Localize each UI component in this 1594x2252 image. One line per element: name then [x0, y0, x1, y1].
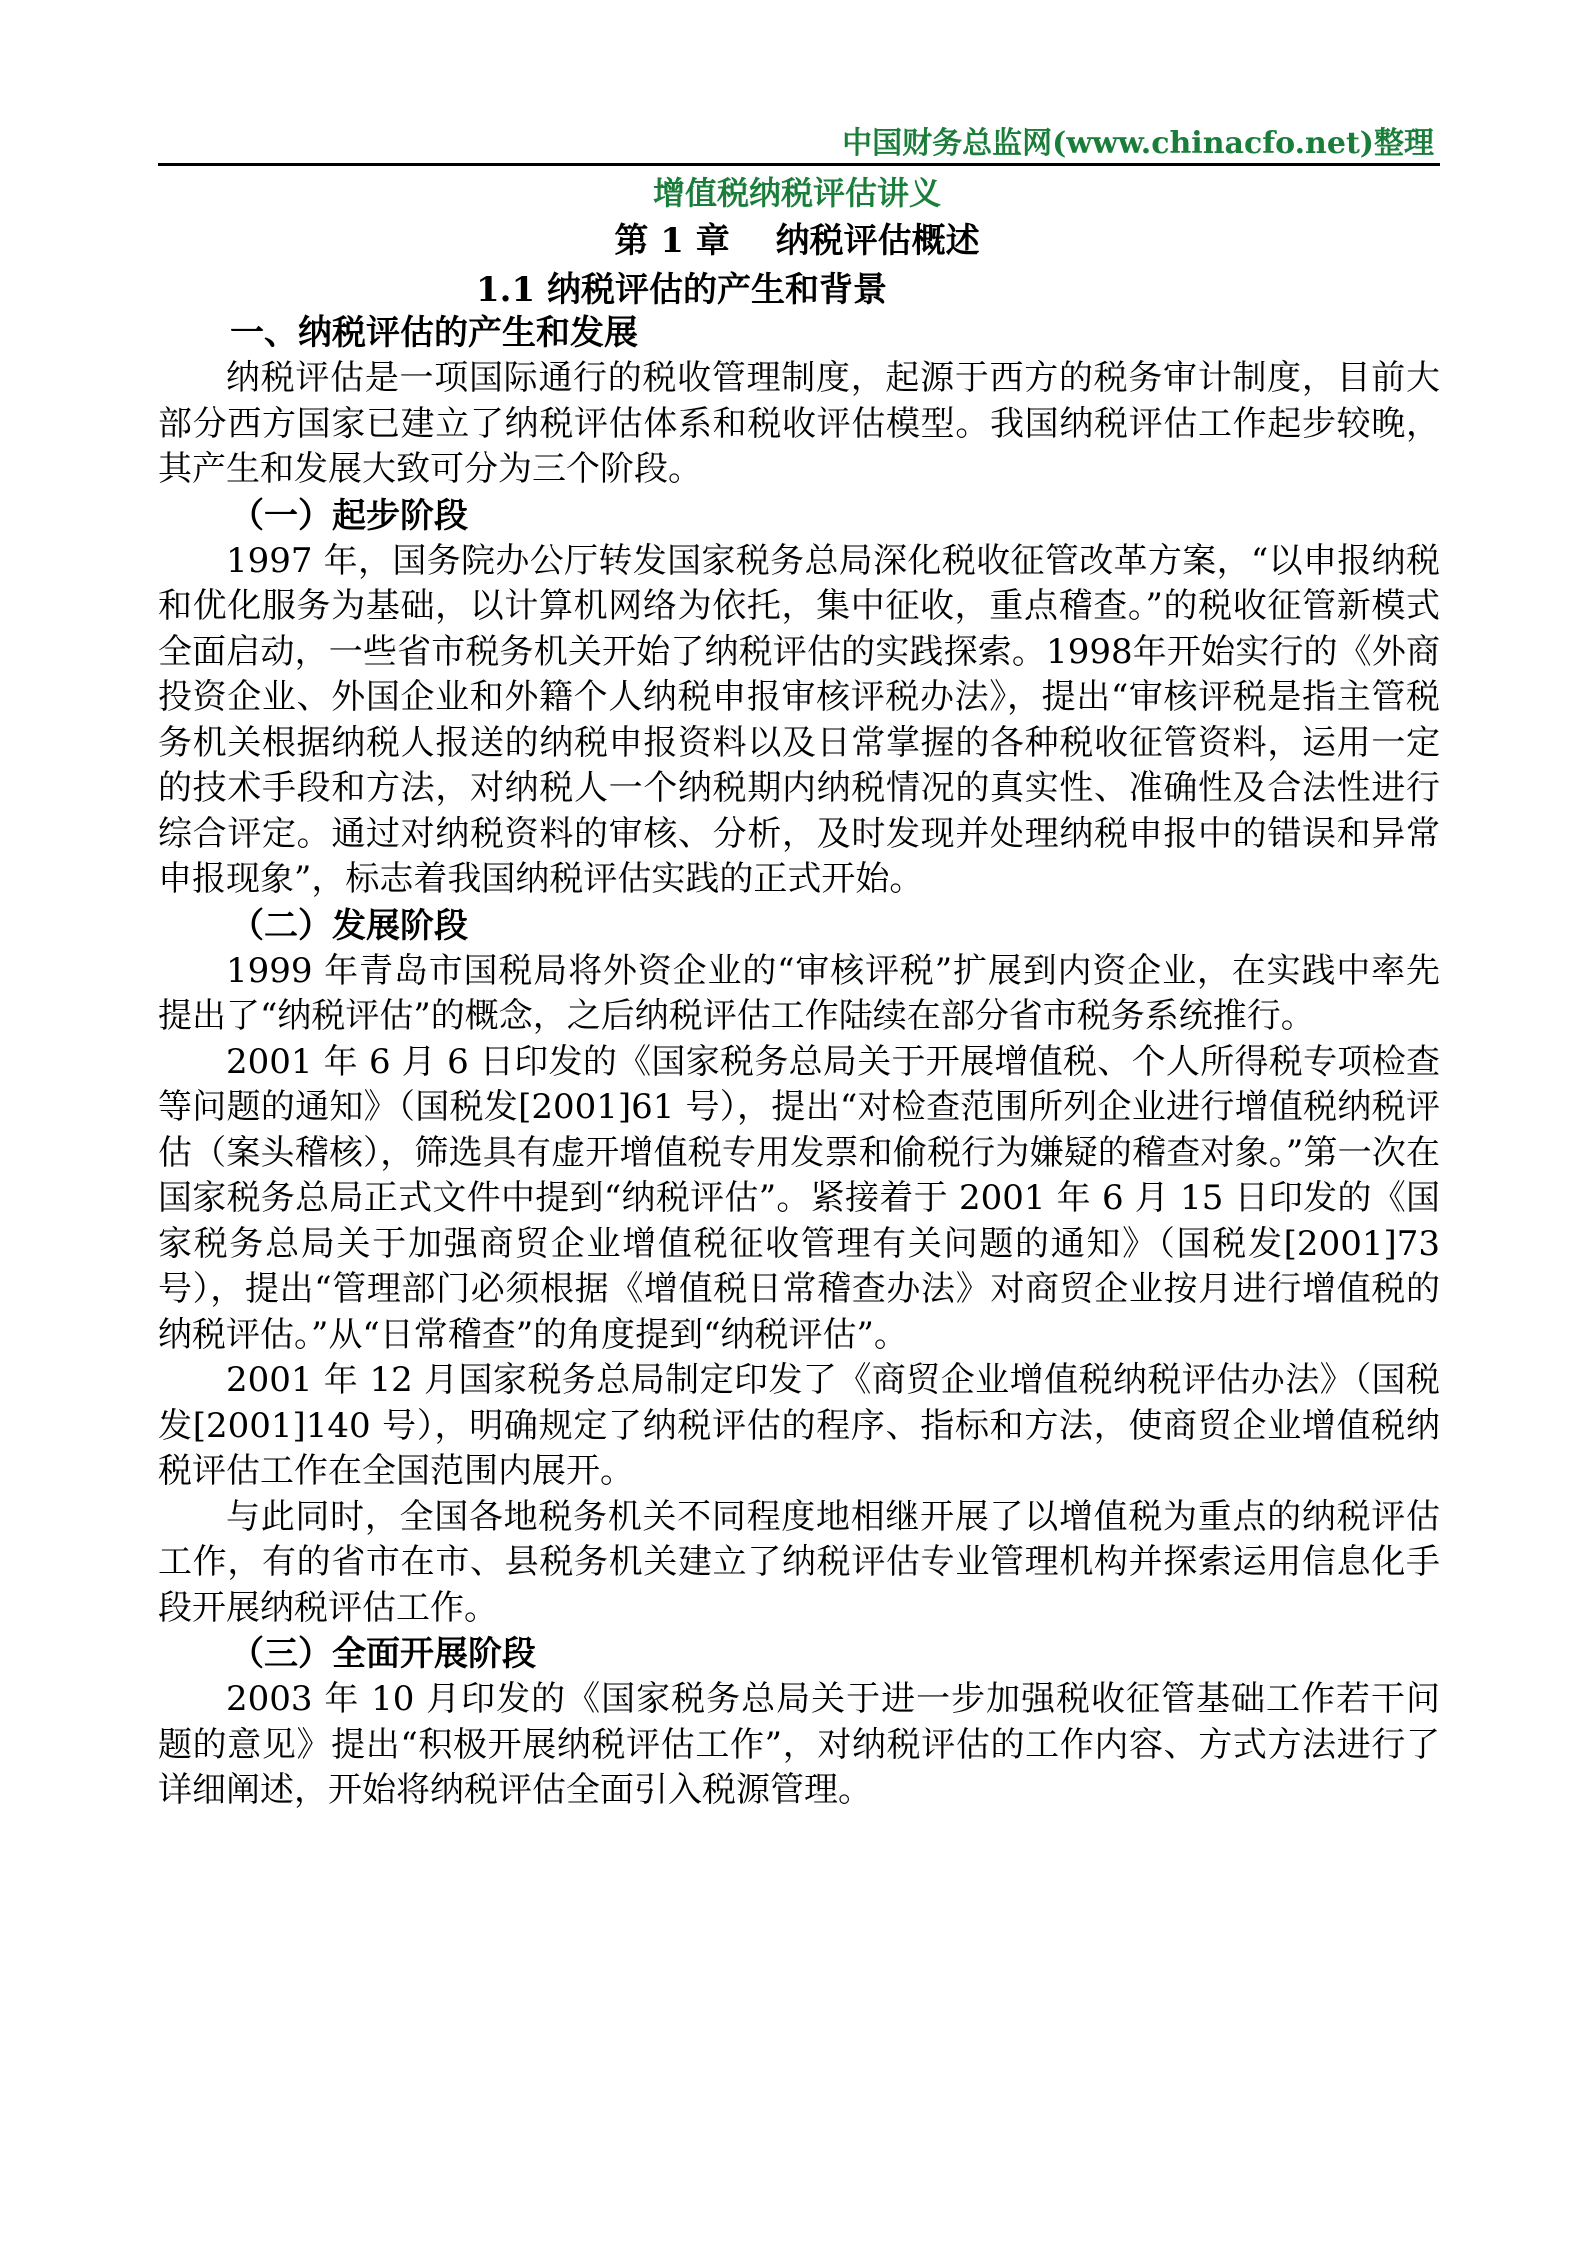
stage3-paragraph: 2003 年 10 月印发的《国家税务总局关于进一步加强税收征管基础工作若干问题的意见》提出“积极开展纳税评估工作”，对纳税评估的工作内容、方式方法进行了详细阐述，开始将纳税评估全面引入税源管理。: [158, 1679, 1440, 1810]
stage3-heading: （三）全面开展阶段: [230, 1634, 536, 1674]
header-rule: [158, 163, 1440, 166]
stage2-heading: （二）发展阶段: [230, 905, 468, 946]
stage1-paragraph: 1997 年，国务院办公厅转发国家税务总局深化税收征管改革方案，“以申报纳税和优化服务为基础，以计算机网络为依托，集中征收，重点稽查。”的税收征管新模式全面启动，一些省市税务机关开始了纳税评估的实践探索。1998年开始实行的《外商投资企业、外国企业和外籍个人纳税申报审核评税办法》，提出“审核评税是指主管税务机关根据纳税人报送的纳税申报资料以及日常掌握的各种税收征管资料，运用一定的技术手段和方法，对纳税人一个纳税期内纳税情况的真实性、准确性及合法性进行综合评定。通过对纳税资料的审核、分析，及时发现并处理纳税申报中的错误和异常申报现象”，标志着我国纳税评估实践的正式开始。: [158, 540, 1440, 899]
document-body: [158, 310, 1440, 1814]
section-title: 1.1 纳税评估的产生和背景: [476, 270, 887, 310]
intro-paragraph: 纳税评估是一项国际通行的税收管理制度，起源于西方的税务审计制度，目前大部分西方国家已建立了纳税评估体系和税收评估模型。我国纳税评估工作起步较晚，其产生和发展大致可分为三个阶段。: [158, 358, 1440, 489]
stage2-paragraph-4: 与此同时，全国各地税务机关不同程度地相继开展了以增值税为重点的纳税评估工作，有的省市在市、县税务机关建立了纳税评估专业管理机构并探索运用信息化手段开展纳税评估工作。: [158, 1496, 1440, 1628]
chapter-title: 第 1 章 纳税评估概述: [614, 221, 980, 261]
stage2-paragraph-2: 2001 年 6 月 6 日印发的《国家税务总局关于开展增值税、个人所得税专项检查等问题的通知》（国税发[2001]61 号），提出“对检查范围所列企业进行增值税纳税评估（案头稽核），筛选具有虚开增值税专用发票和偷税行为嫌疑的稽查对象。”第一次在国家税务总局正式文件中提到“纳税评估”。紧接着于 2001 年 6 月 15 日印发的《国家税务总局关于加强商贸企业增值税征收管理有关问题的通知》（国税发[2001]73 号），提出“管理部门必须根据《增值税日常稽查办法》对商贸企业按月进行增值税的纳税评估。”从“日常稽查”的角度提到“纳税评估”。: [158, 1041, 1440, 1355]
document-title: 增值税纳税评估讲义: [652, 174, 941, 212]
stage2-paragraph-3: 2001 年 12 月国家税务总局制定印发了《商贸企业增值税纳税评估办法》（国税发[2001]140 号），明确规定了纳税评估的程序、指标和方法，使商贸企业增值税纳税评估工作在全国范围内展开。: [158, 1360, 1440, 1491]
heading-origin-development: 一、纳税评估的产生和发展: [230, 313, 638, 353]
stage1-heading: （一）起步阶段: [230, 495, 468, 536]
header-source: 中国财务总监网(www.chinacfo.net)整理: [842, 126, 1434, 161]
stage2-paragraph-1: 1999 年青岛市国税局将外资企业的“审核评税”扩展到内资企业，在实践中率先提出了“纳税评估”的概念，之后纳税评估工作陆续在部分省市税务系统推行。: [158, 950, 1440, 1036]
